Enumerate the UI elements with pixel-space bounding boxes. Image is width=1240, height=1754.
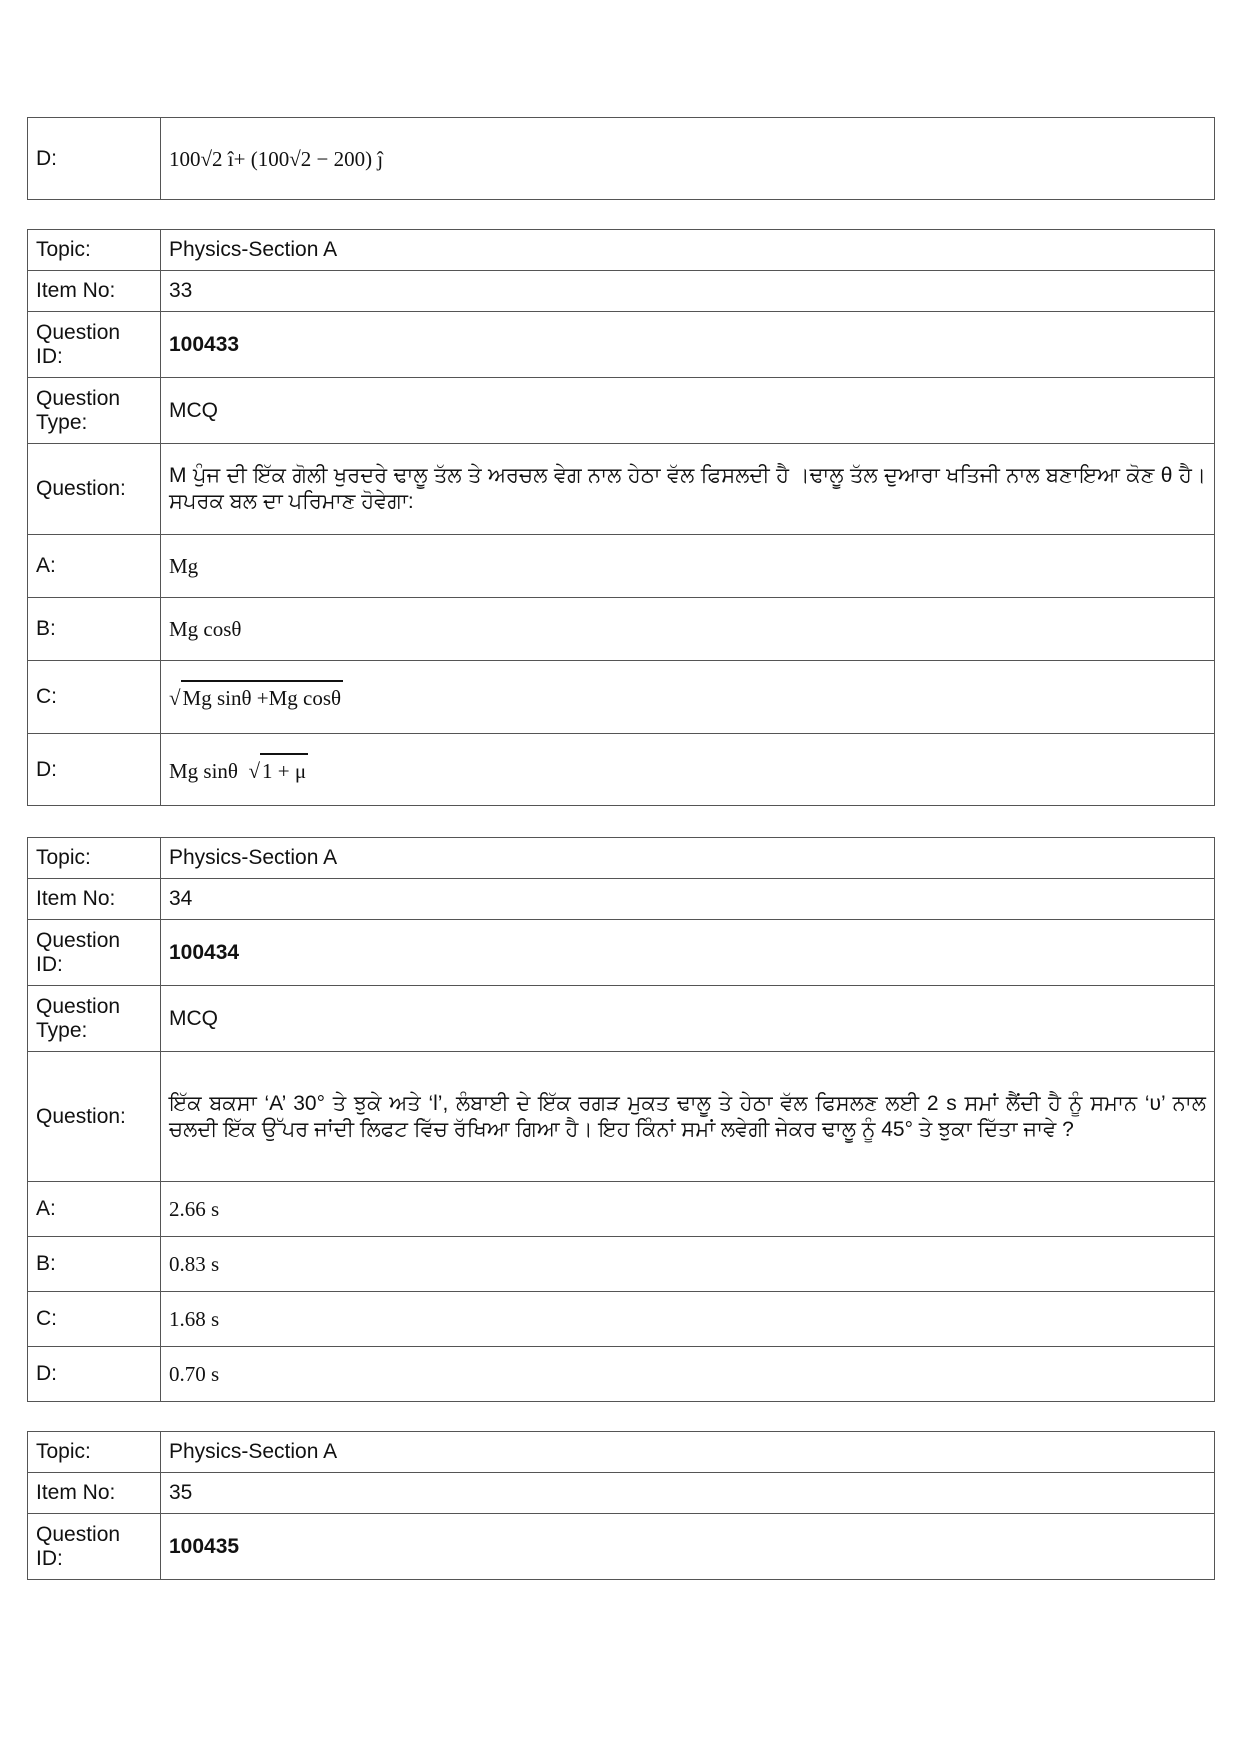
- topic-value: Physics-Section A: [161, 838, 1215, 879]
- option-b-value: Mg cosθ: [161, 598, 1215, 661]
- question-block-32-tail: [27, 117, 1215, 200]
- option-b-value: 0.83 s: [161, 1237, 1215, 1292]
- question-id-value: 100434: [161, 920, 1215, 986]
- item-no-label: Item No:: [28, 1473, 161, 1514]
- option-b-label: B:: [28, 1237, 161, 1292]
- question-id-label: Question ID:: [28, 1514, 161, 1580]
- question-block-33: [27, 229, 1215, 806]
- sqrt-symbol: √: [248, 758, 261, 783]
- option-d-expression: 100√2 î+ (100√2 − 200) ĵ: [169, 146, 384, 171]
- question-text: M ਪੁੰਜ ਦੀ ਇੱਕ ਗੋਲੀ ਖੁਰਦਰੇ ਢਾਲੂ ਤੱਲ ਤੇ ਅਰਚਲ ਵੇਗ ਨਾਲ ਹੇਠਾ ਵੱਲ ਫਿਸਲਦੀ ਹੈ ।ਢਾਲੂ ਤੱਲ ਦੁਆਰਾ ਖਤਿਜੀ ਨਾਲ ਬਣਾਇਆ ਕੋਣ θ ਹੈ। ਸਪਰਕ ਬਲ ਦਾ ਪਰਿਮਾਣ ਹੋਵੇਗਾ:: [161, 444, 1215, 535]
- option-c-value: 1.68 s: [161, 1292, 1215, 1347]
- option-d-radicand: 1 + μ: [260, 753, 308, 787]
- question-type-value: MCQ: [161, 378, 1215, 444]
- sqrt-symbol: √: [169, 686, 181, 710]
- question-type-value: MCQ: [161, 986, 1215, 1052]
- item-no-value: 35: [161, 1473, 1215, 1514]
- question-text: ਇੱਕ ਬਕਸਾ ‘A’ 30° ਤੇ ਝੁਕੇ ਅਤੇ ‘l’, ਲੰਬਾਈ ਦੇ ਇੱਕ ਰਗੜ ਮੁਕਤ ਢਾਲੂ ਤੇ ਹੇਠਾ ਵੱਲ ਫਿਸਲਣ ਲਈ 2 s ਸਮਾਂ ਲੈਂਦੀ ਹੈ ਨੂੰ ਸਮਾਨ ‘υ’ ਨਾਲ ਚਲਦੀ ਇੱਕ ਉੱਪਰ ਜਾਂਦੀ ਲਿਫਟ ਵਿੱਚ ਰੱਖਿਆ ਗਿਆ ਹੈ। ਇਹ ਕਿੰਨਾਂ ਸਮਾਂ ਲਵੇਗੀ ਜੇਕਰ ਢਾਲੂ ਨੂੰ 45° ਤੇ ਝੁਕਾ ਦਿੱਤਾ ਜਾਵੇ ?: [161, 1052, 1215, 1182]
- option-c-radicand: Mg sinθ +Mg cosθ: [181, 680, 344, 714]
- option-a-value: Mg: [161, 535, 1215, 598]
- topic-value: Physics-Section A: [161, 230, 1215, 271]
- question-id-label: Question ID:: [28, 920, 161, 986]
- question-type-label: Question Type:: [28, 986, 161, 1052]
- option-d-value: [161, 734, 1215, 806]
- option-c-label: C:: [28, 1292, 161, 1347]
- question-label: Question:: [28, 1052, 161, 1182]
- item-no-value: 33: [161, 271, 1215, 312]
- topic-value: Physics-Section A: [161, 1432, 1215, 1473]
- option-d-prefix: Mg sinθ: [169, 758, 238, 783]
- option-b-label: B:: [28, 598, 161, 661]
- option-d-value: [161, 118, 1215, 200]
- option-a-label: A:: [28, 535, 161, 598]
- question-block-34: [27, 837, 1215, 1402]
- question-block-35: [27, 1431, 1215, 1580]
- question-id-value: 100435: [161, 1514, 1215, 1580]
- option-c-label: C:: [28, 661, 161, 734]
- option-d-label: D:: [28, 118, 161, 200]
- question-type-label: Question Type:: [28, 378, 161, 444]
- topic-label: Topic:: [28, 230, 161, 271]
- option-a-label: A:: [28, 1182, 161, 1237]
- question-id-label: Question ID:: [28, 312, 161, 378]
- question-label: Question:: [28, 444, 161, 535]
- item-no-label: Item No:: [28, 271, 161, 312]
- option-d-label: D:: [28, 734, 161, 806]
- item-no-label: Item No:: [28, 879, 161, 920]
- option-d-label: D:: [28, 1347, 161, 1402]
- item-no-value: 34: [161, 879, 1215, 920]
- question-id-value: 100433: [161, 312, 1215, 378]
- option-d-value: 0.70 s: [161, 1347, 1215, 1402]
- topic-label: Topic:: [28, 1432, 161, 1473]
- option-c-value: [161, 661, 1215, 734]
- topic-label: Topic:: [28, 838, 161, 879]
- option-a-value: 2.66 s: [161, 1182, 1215, 1237]
